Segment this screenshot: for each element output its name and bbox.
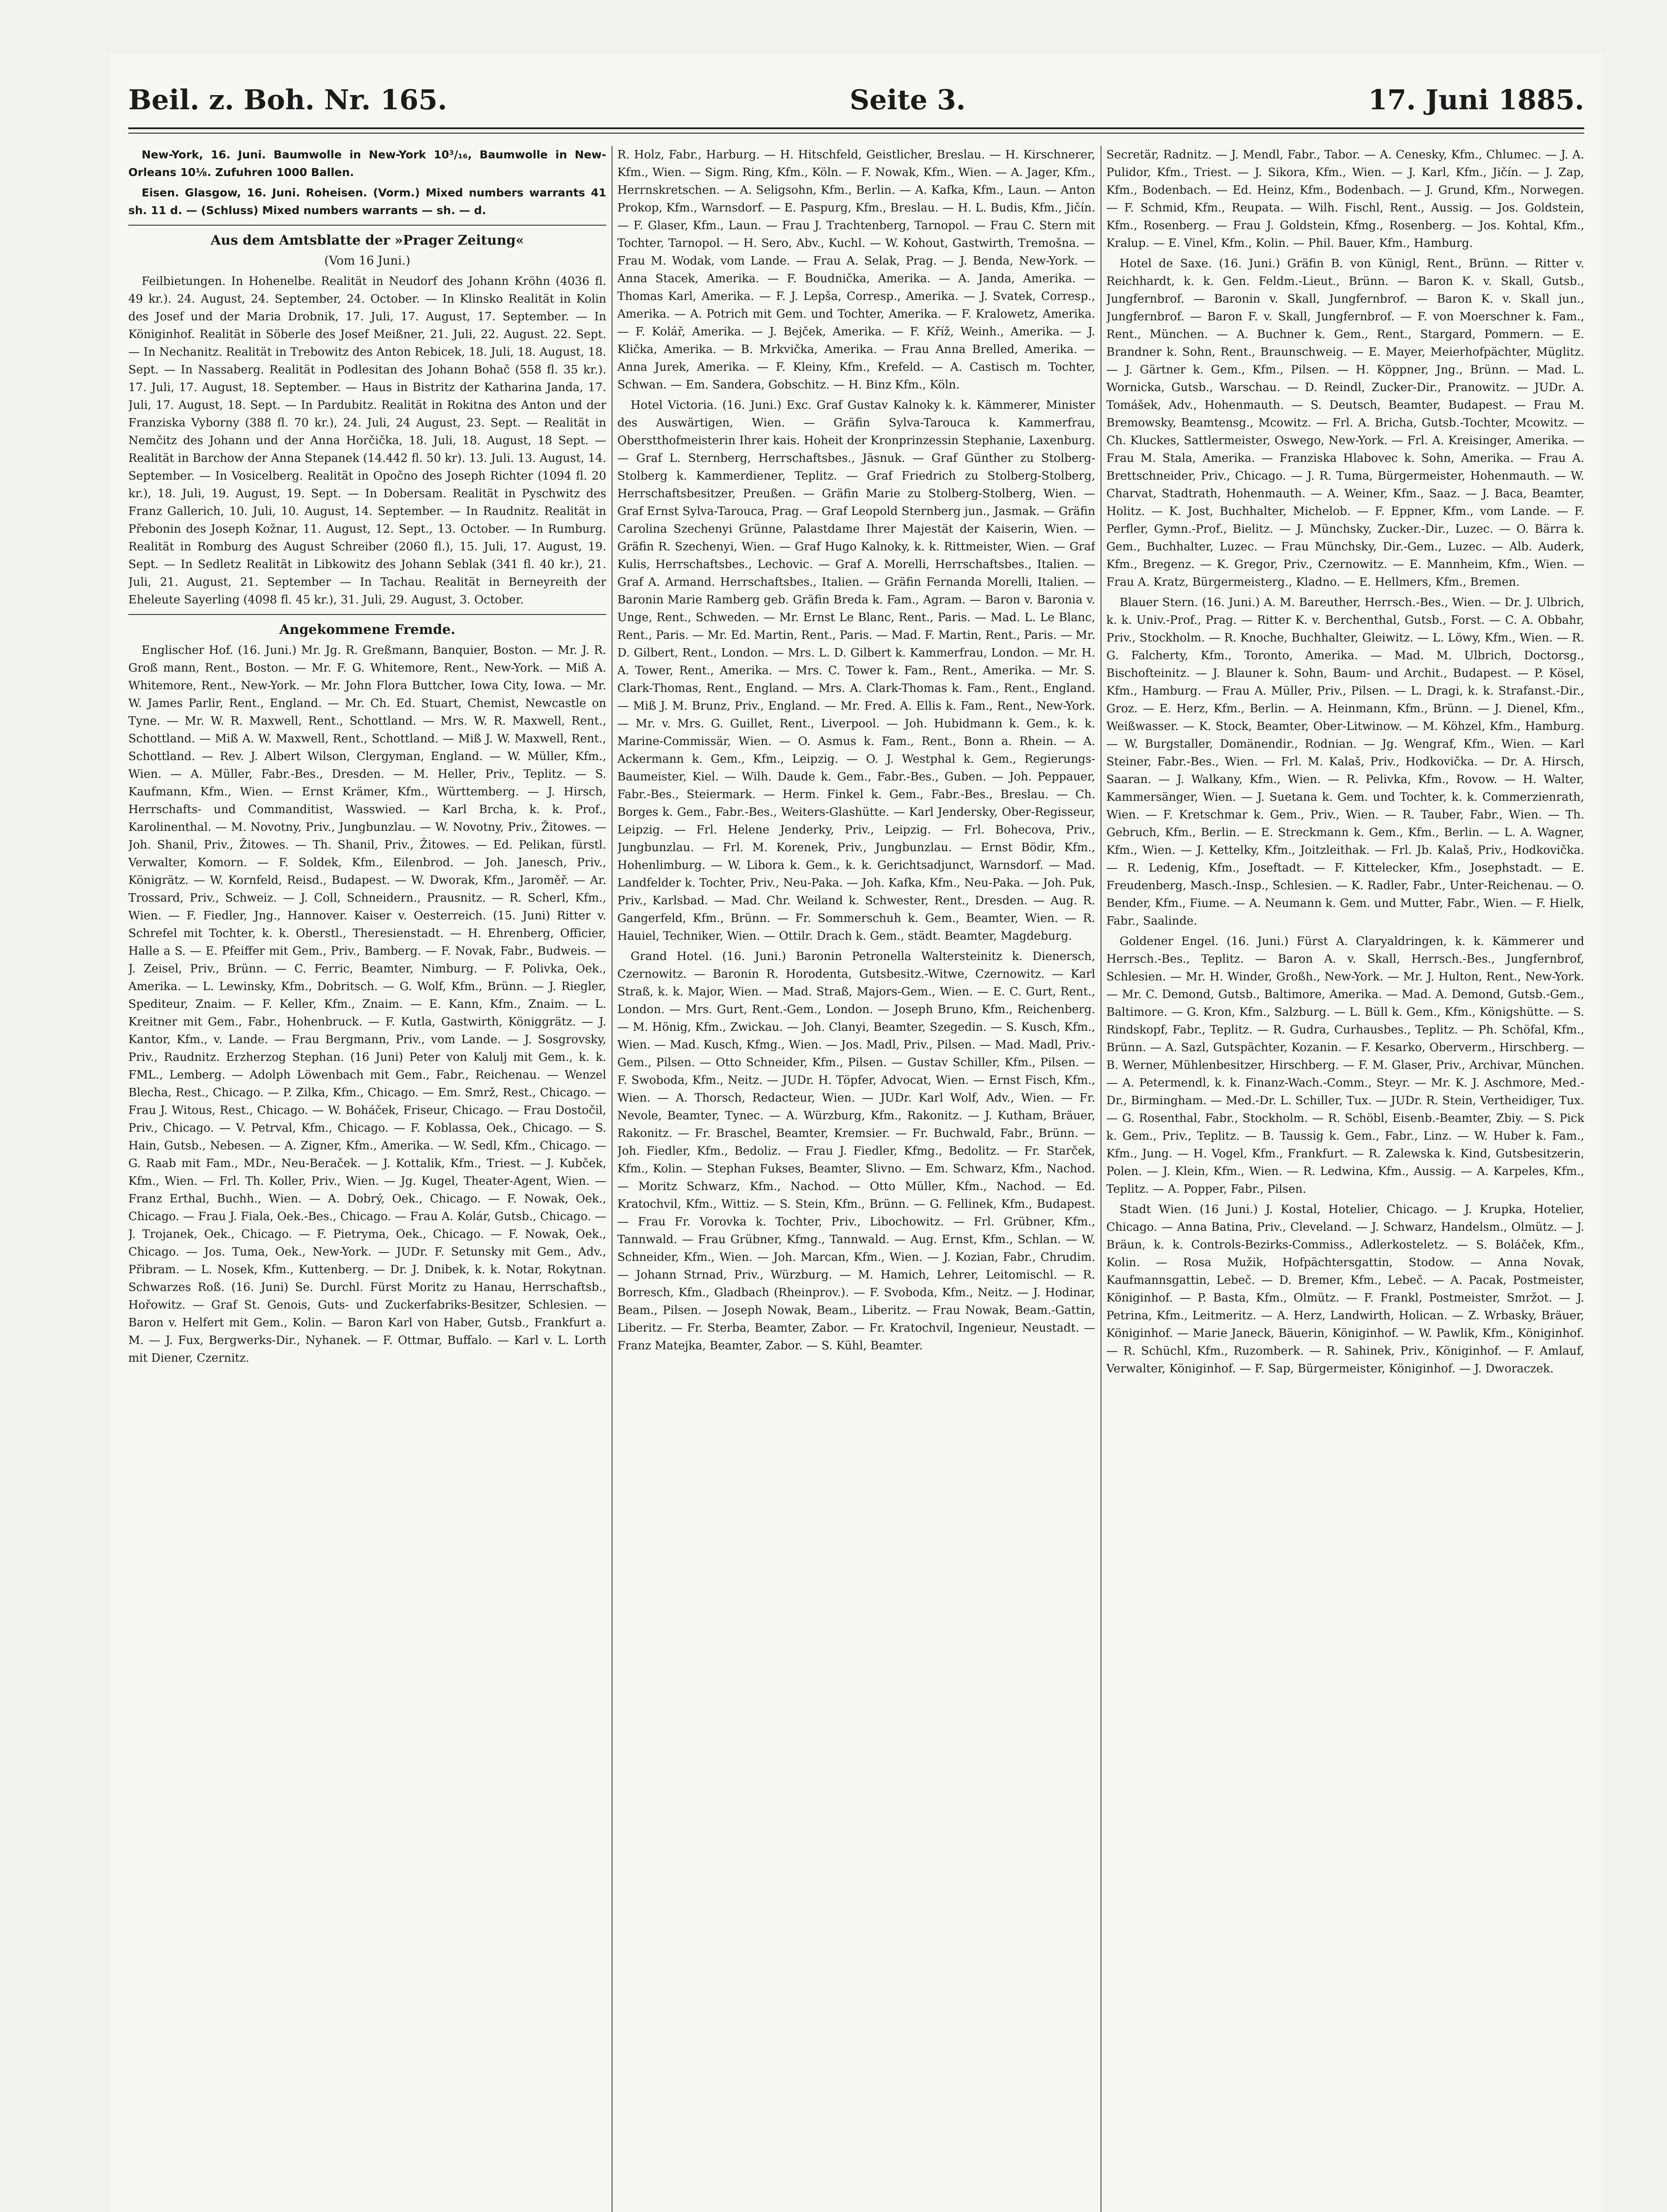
page-header [128, 75, 1584, 124]
header-date: 17. Juni 1885. [1368, 83, 1584, 116]
hotel-victoria-list: Hotel Victoria. (16. Juni.) Exc. Graf Gustav Kalnoky k. k. Kämmerer, Minister des Auswärtigen, Wien. — Gräfin Sylva-Tarouca k. Kammerfrau, Oberstthofmeisterin Ihrer kais. Hoheit der Kronprinzessin Stephanie, Laxenburg. — Graf L. Sternberg, Herrschaftsbes., Jäsnuk. — Graf Günther zu Stolberg-Stolberg k. Kammerdiener, Teplitz. — Graf Friedrich zu Stolberg-Stolberg, Herrschaftsbesitzer, Preußen. — Gräfin Marie zu Stolberg-Stolberg, Wien. — Graf Ernst Sylva-Tarouca, Prag. — Graf Leopold Sternberg jun., Jasmak. — Gräfin Carolina Szechenyi Grünne, Palastdame Ihrer Majestät der Kaiserin, Wien. — Gräfin R. Szechenyi, Wien. — Graf Hugo Kalnoky, k. k. Rittmeister, Wien. — Graf Kulis, Herrschaftsbes., Lechovic. — Graf A. Morelli, Herrschaftsbes., Italien. — Graf A. Armand. Herrschaftsbes., Italien. — Gräfin Fernanda Morelli, Italien. — Baronin Marie Ramberg geb. Gräfin Breda k. Fam., Agram. — Baron v. Baronia v. Unge, Rent., Schweden. — Mr. Ernst Le Blanc, Rent., Paris. — Mad. L. Le Blanc, Rent., Paris. — Mr. Ed. Martin, Rent., Paris. — Mad. F. Martin, Rent., Paris. — Mr. D. Gilbert, Rent., London. — Mrs. L. D. Gilbert k. Kammerfrau, London. — Mr. H. A. Tower, Rent., Amerika. — Mrs. C. Tower k. Fam., Rent., Amerika. — Mr. S. Clark-Thomas, Rent., England. — Mrs. A. Clark-Thomas k. Fam., Rent., England. — Miß J. M. Brunz, Priv., England. — Mr. Fred. A. Ellis k. Fam., Rent., New-York. — Mr. v. Mrs. G. Guillet, Rent., Liverpool. — Joh. Hubidmann k. Gem., k. k. Marine-Commissär, Wien. — O. Asmus k. Fam., Rent., Bonn a. Rhein. — A. Ackermann k. Gem., Kfm., Leipzig. — O. J. Westphal k. Gem., Regierungs-Baumeister, Kiel. — Wilh. Daude k. Gem., Fabr.-Bes., Guben. — Joh. Peppauer, Fabr.-Bes., Steiermark. — Herm. Finkel k. Gem., Fabr.-Bes., Breslau. — Ch. Borges k. Gem., Fabr.-Bes., Weiters-Glashütte. — Karl Jendersky, Ober-Regisseur, Leipzig. — Frl. Helene Jenderky, Priv., Leipzig. — Frl. Bohecova, Priv., Jungbunzlau. — Frl. M. Korenek, Priv., Jungbunzlau. — Ernst Bödir, Kfm., Hohenlimburg. — W. Libora k. Gem., k. k. Gerichtsadjunct, Warnsdorf. — Mad. Landfelder k. Tochter, Priv., Neu-Paka. — Joh. Kafka, Kfm., Neu-Paka. — Joh. Puk, Priv., Karlsbad. — Mad. Chr. Weiland k. Schwester, Rent., Dresden. — Aug. R. Gangerfeld, Kfm., Brünn. — Fr. Sommerschuh k. Gem., Beamter, Wien. — R. Hauiel, Techniker, Wien. — Ottilr. Drach k. Gem., städt. Beamter, Magdeburg. [617, 399, 1095, 943]
section-separator [128, 614, 606, 615]
header-rule-thin [128, 133, 1584, 134]
amtsblatt-date: (Vom 16 Juni.) [324, 254, 411, 268]
hotel-de-saxe-list: Hotel de Saxe. (16. Juni.) Gräfin B. von Künigl, Rent., Brünn. — Ritter v. Reichhardt, k. k. Gen. Feldm.-Lieut., Brünn. — Baron K. v. Skall, Gutsb., Jungfernbrof. — Baronin v. Skall, Jungfernbrof. — Baron K. v. Skall jun., Jungfernbrof. — Baron F. v. Skall, Jungfernbrof. — F. von Moerschner k. Fam., Rent., München. — A. Buchner k. Gem., Rent., Stargard, Pommern. — E. Brandner k. Sohn, Rent., Braunschweig. — E. Mayer, Meierhofpächter, Müglitz. — J. Gärtner k. Gem., Kfm., Pilsen. — H. Köppner, Jng., Brünn. — Mad. L. Wornicka, Gutsb., Warschau. — D. Reindl, Zucker-Dir., Pranowitz. — JUDr. A. Tomášek, Adv., Hohenmauth. — S. Deutsch, Beamter, Budapest. — Frau M. Bremowsky, Beamtensg., Mcowitz. — Frl. A. Bricha, Gutsb.-Tochter, Mcowitz. — Ch. Kluckes, Sattlermeister, Oswego, New-York. — Frl. A. Kreisinger, Amerika. — Frau M. Stala, Amerika. — Franziska Hlabovec k. Sohn, Amerika. — Frau A. Brettschneider, Priv., Chicago. — J. R. Tuma, Bürgermeister, Hohenmauth. — W. Charvat, Stadtrath, Hohenmauth. — A. Weiner, Kfm., Saaz. — J. Baca, Beamter, Holitz. — K. Jost, Buchhalter, Michelob. — F. Eppner, Kfm., vom Lande. — F. Perfler, Gymn.-Prof., Bielitz. — J. Münchsky, Zucker.-Dir., Luzec. — O. Bärra k. Gem., Buchhalter, Luzec. — Frau Münchsky, Dir.-Gem., Luzec. — Alb. Auderk, Kfm., Bregenz. — K. Gregor, Priv., Czernowitz. — E. Mannheim, Kfm., Wien. — Frau A. Kratz, Bürgermeisterg., Kladno. — E. Hellmers, Kfm., Bremen. [1106, 257, 1584, 589]
column-3 [1106, 146, 1584, 2212]
blauer-stern-list: Blauer Stern. (16. Juni.) A. M. Bareuther, Herrsch.-Bes., Wien. — Dr. J. Ulbrich, k. k. Univ.-Prof., Prag. — Ritter K. v. Berchenthal, Gutsb., Forst. — C. A. Obbahr, Priv., Stockholm. — R. Knoche, Buchhalter, Gleiwitz. — L. Löwy, Kfm., Wien. — R. G. Falcherty, Kfm., Toronto, Amerika. — Mad. M. Ulbrich, Doctorsg., Bischofteinitz. — J. Blauner k. Sohn, Baum- und Archit., Budapest. — P. Kösel, Kfm., Hamburg. — Frau A. Müller, Priv., Pilsen. — L. Dragi, k. k. Strafanst.-Dir., Groz. — E. Herz, Kfm., Berlin. — A. Heinmann, Kfm., Brünn. — J. Dienel, Kfm., Weißwasser. — K. Stock, Beamter, Ober-Litwinow. — M. Köhzel, Kfm., Hamburg. — W. Burgstaller, Domänendir., Rodnian. — Jg. Wengraf, Kfm., Wien. — Karl Steiner, Fabr.-Bes., Wien. — Frl. M. Kalaš, Priv., Hodkovička. — Dr. A. Hirsch, Saaran. — J. Walkany, Kfm., Wien. — R. Pelivka, Kfm., Rovow. — H. Walter, Kammersänger, Wien. — J. Suetana k. Gem. und Tochter, k. k. Commerzienrath, Wien. — F. Kretschmar k. Gem., Priv., Wien. — R. Tauber, Fabr., Wien. — Th. Gebruch, Kfm., Berlin. — E. Streckmann k. Gem., Kfm., Berlin. — L. A. Wagner, Kfm., Wien. — J. Kettelky, Kfm., Joitzleithak. — Frl. Jb. Kalaš, Priv., Hodkovička. — R. Ledenig, Kfm., Joseftadt. — F. Kittelecker, Kfm., Josephstadt. — E. Freudenberg, Masch.-Insp., Schlesien. — K. Radler, Fabr., Unter-Reichenau. — O. Bender, Kfm., Fiume. — A. Neumann k. Gem. und Mutter, Fabr., Wien. — F. Hielk, Fabr., Saalinde. [1106, 596, 1584, 928]
newspaper-page [111, 53, 1602, 2212]
feilbietungen-text: Feilbietungen. In Hohenelbe. Realität in Neudorf des Johann Kröhn (4036 fl. 49 kr.). 24. August, 24. September, 24. October. — In Klinsko Realität in Kolin des Josef und der Maria Drobnik, 17. Juli, 17. August, 17. September. — In Königinhof. Realität in Söberle des Josef Meißner, 21. Juli, 22. August. 22. Sept. — In Nechanitz. Realität in Trebowitz des Anton Rebicek, 18. Juli, 18. August, 18. Sept. — In Nassaberg. Realität in Podlesitan des Johann Bohač (558 fl. 35 kr.). 17. Juli, 17. August, 18. September. — Haus in Bistritz der Katharina Janda, 17. Juli, 17. August, 18. Sept. — In Pardubitz. Realität in Rokitna des Anton und der Franziska Vyborny (388 fl. 70 kr.), 24. Juli, 24 August, 23. Sept. — Realität in Nemčitz des Johann und der Anna Horčička, 18. Juli, 18. August, 18 Sept. — Realität in Barchow der Anna Stepanek (14.442 fl. 50 kr). 13. Juli. 13. August, 14. September. — In Vosicelberg. Realität in Opočno des Joseph Richter (1094 fl. 20 kr.), 18. Juli, 19. August, 19. Sept. — In Dobersam. Realität in Pyschwitz des Franz Gallerich, 10. Juli, 10. August, 14. September. — In Raudnitz. Realität in Přebonin des Joseph Kožnar, 11. August, 12. Sept., 13. October. — In Rumburg. Realität in Romburg des August Schreiber (2060 fl.), 15. Juli, 17. August, 19. Sept. — In Sedletz Realität in Libkowitz des Johann Seblak (341 fl. 40 kr.), 21. Juli, 21. August, 21. September — In Tachau. Realität in Berneyreith der Eheleute Sayerling (4098 fl. 45 kr.), 31. Juli, 29. August, 3. October. [128, 275, 606, 607]
guest-list-continued: Secretär, Radnitz. — J. Mendl, Fabr., Tabor. — A. Cenesky, Kfm., Chlumec. — J. A. Pulidor, Kfm., Triest. — J. Sikora, Kfm., Wien. — J. Karl, Kfm., Jičín. — J. Zap, Kfm., Bodenbach. — Ed. Heinz, Kfm., Bodenbach. — J. Grund, Kfm., Norwegen. — F. Schmid, Kfm., Reupata. — Wilh. Fischl, Rent., Aussig. — Jos. Goldstein, Kfm., Rosenberg. — Frau J. Goldstein, Kfmg., Rosenberg. — Jos. Kohtal, Kfm., Kralup. — E. Vinel, Kfm., Kolin. — Phil. Bauer, Kfm., Hamburg. [1106, 148, 1584, 250]
header-page-number: Seite 3. [849, 83, 966, 116]
stadt-wien-list: Stadt Wien. (16 Juni.) J. Kostal, Hotelier, Chicago. — J. Krupka, Hotelier, Chicago. — Anna Batina, Priv., Cleveland. — J. Schwarz, Handelsm., Olmütz. — J. Bräun, k. k. Controls-Bezirks-Commiss., Adlerkosteletz. — S. Boláček, Kfm., Kolin. — Rosa Mužik, Hofpächtersgattin, Stodow. — Anna Novak, Kaufmannsgattin, Lebeč. — D. Bremer, Kfm., Lebeč. — A. Pacak, Postmeister, Königinhof. — P. Basta, Kfm., Olmütz. — F. Frankl, Postmeister, Smržot. — J. Petrina, Kfm., Leitmeritz. — A. Herz, Landwirth, Holican. — Z. Wrbasky, Bräuer, Königinhof. — Marie Janeck, Bäuerin, Königinhof. — W. Pawlik, Kfm., Königinhof. — R. Schüchl, Kfm., Ruzomberk. — R. Sahinek, Priv., Königinhof. — F. Amlauf, Verwalter, Königinhof. — F. Sap, Bürgermeister, Königinhof. — J. Dworaczek. [1106, 1203, 1584, 1375]
amtsblatt-heading: Aus dem Amtsblatte der »Prager Zeitung« [210, 233, 524, 248]
market-report-newyork: New-York, 16. Juni. Baumwolle in New-York 10³/₁₆, Baumwolle in New-Orleans 10⅛. Zufuhren 1000 Ballen. [128, 148, 606, 179]
header-issue: Beil. z. Boh. Nr. 165. [128, 83, 447, 116]
section-separator [128, 225, 606, 226]
column-2 [617, 146, 1095, 2212]
header-rule [128, 127, 1584, 129]
column-1 [128, 146, 606, 2212]
fremde-list: Englischer Hof. (16. Juni.) Mr. Jg. R. Greßmann, Banquier, Boston. — Mr. J. R. Groß mann, Rent., Boston. — Mr. F. G. Whitemore, Rent., New-York. — Miß A. Whitemore, Rent., New-York. — Mr. John Flora Buttcher, Iowa City, Iowa. — Mr. W. James Parlir, Rent., England. — Mr. Ch. Ed. Stuart, Chemist, Newcastle on Tyne. — Mr. W. R. Maxwell, Rent., Schottland. — Mrs. W. R. Maxwell, Rent., Schottland. — Miß A. W. Maxwell, Rent., Schottland. — Miß J. W. Maxwell, Rent., Schottland. — Rev. J. Albert Wilson, Clergyman, England. — W. Müller, Kfm., Wien. — A. Müller, Fabr.-Bes., Dresden. — M. Heller, Priv., Teplitz. — S. Kaufmann, Kfm., Wien. — Ernst Krämer, Kfm., Württemberg. — J. Hirsch, Herrschafts- und Commanditist, Wasswied. — Karl Brcha, k. k. Prof., Karolinenthal. — M. Novotny, Priv., Jungbunzlau. — W. Novotny, Priv., Žitowes. — Joh. Shanil, Priv., Žitowes. — Th. Shanil, Priv., Žitowes. — Ed. Pelikan, fürstl. Verwalter, Komorn. — F. Soldek, Kfm., Eilenbrod. — Joh. Janesch, Priv., Königrätz. — W. Kornfeld, Reisd., Budapest. — W. Dworak, Kfm., Jaroměř. — Ar. Trossard, Priv., Schweiz. — J. Coll, Schneidern., Prausnitz. — R. Scherl, Kfm., Wien. — F. Fiedler, Jng., Hannover. Kaiser v. Oesterreich. (15. Juni) Ritter v. Schrefel mit Tochter, k. k. Oberstl., Theresienstadt. — H. Ehrenberg, Officier, Halle a S. — E. Pfeiffer mit Gem., Priv., Bamberg. — F. Novak, Fabr., Budweis. — J. Zeisel, Priv., Brünn. — C. Ferric, Beamter, Nimburg. — F. Polivka, Oek., Amerika. — L. Lewinsky, Kfm., Dobritsch. — G. Wolf, Kfm., Brünn. — J. Riegler, Spediteur, Znaim. — F. Keller, Kfm., Znaim. — E. Kann, Kfm., Znaim. — L. Kreitner mit Gem., Fabr., Hohenbruck. — F. Kutla, Gastwirth, Königgrätz. — J. Kantor, Kfm., v. Lande. — Frau Bergmann, Priv., vom Lande. — J. Sosgrovsky, Priv., Raudnitz. Erzherzog Stephan. (16 Juni) Peter von Kalulj mit Gem., k. k. FML., Lemberg. — Adolph Löwenbach mit Gem., Fabr., Reichenau. — Wenzel Blecha, Rest., Chicago. — P. Zilka, Kfm., Chicago. — Em. Smrž, Rest., Chicago. — Frau J. Witous, Rest., Chicago. — W. Boháček, Friseur, Chicago. — Frau Dostočil, Priv., Chicago. — V. Petrval, Kfm., Chicago. — F. Koblassa, Oek., Chicago. — S. Hain, Gutsb., Nebesen. — A. Zigner, Kfm., Amerika. — W. Sedl, Kfm., Chicago. — G. Raab mit Fam., MDr., Neu-Beraček. — J. Kottalik, Kfm., Triest. — J. Kubček, Kfm., Wien. — Frl. Th. Koller, Priv., Wien. — Jg. Kugel, Theater-Agent, Wien. — Franz Erthal, Buchh., Wien. — A. Dobrý, Oek., Chicago. — F. Nowak, Oek., Chicago. — Frau J. Fiala, Oek.-Bes., Chicago. — Frau A. Kolár, Gutsb., Chicago. — J. Trojanek, Oek., Chicago. — F. Pietryma, Oek., Chicago. — F. Nowak, Oek., Chicago. — Jos. Tuma, Oek., New-York. — JUDr. F. Setunsky mit Gem., Adv., Přibram. — L. Nosek, Kfm., Kuttenberg. — Dr. J. Dnibek, k. k. Notar, Rokytnan. Schwarzes Roß. (16. Juni) Se. Durchl. Fürst Moritz zu Hanau, Herrschaftsb., Hořowitz. — Graf St. Genois, Guts- und Zuckerfabriks-Besitzer, Schlesien. — Baron v. Helfert mit Gem., Kolin. — Baron Karl von Haber, Gutsb., Frankfurt a. M. — J. Fux, Bergwerks-Dir., Nyhanek. — F. Ottmar, Buffalo. — Karl v. L. Lorth mit Diener, Czernitz. [128, 644, 606, 1365]
fremde-heading: Angekommene Fremde. [279, 622, 455, 637]
market-report-glasgow: Eisen. Glasgow, 16. Juni. Roheisen. (Vorm.) Mixed numbers warrants 41 sh. 11 d. — (Schluss) Mixed numbers warrants — sh. — d. [128, 186, 606, 217]
guest-list-continued: R. Holz, Fabr., Harburg. — H. Hitschfeld, Geistlicher, Breslau. — H. Kirschnerer, Kfm., Wien. — Sigm. Ring, Kfm., Köln. — F. Nowak, Kfm., Wien. — A. Jager, Kfm., Herrnskretschen. — A. Seligsohn, Kfm., Berlin. — A. Kafka, Kfm., Laun. — Anton Prokop, Kfm., Warnsdorf. — E. Paspurg, Kfm., Breslau. — H. L. Budis, Kfm., Jičín. — F. Glaser, Kfm., Laun. — Frau J. Trachtenberg, Tarnopol. — Frau C. Stern mit Tochter, Tarnopol. — H. Sero, Abv., Kuchl. — W. Kohout, Gastwirth, Tremošna. — Frau M. Wodak, vom Lande. — Frau A. Selak, Prag. — J. Benda, New-York. — Anna Stacek, Amerika. — F. Boudnička, Amerika. — A. Janda, Amerika. — Thomas Karl, Amerika. — F. J. Lepša, Corresp., Amerika. — J. Svatek, Corresp., Amerika. — A. Potrich mit Gem. und Tochter, Amerika. — F. Kralowetz, Amerika. — F. Kolář, Amerika. — J. Bejček, Amerika. — F. Kříž, Weinh., Amerika. — J. Klička, Amerika. — B. Mrkvička, Amerika. — Frau Anna Brelled, Amerika. — Anna Jurek, Amerika. — F. Kleiny, Kfm., Krefeld. — A. Castisch m. Tochter, Schwan. — Em. Sandera, Gobschitz. — H. Binz Kfm., Köln. [617, 148, 1095, 392]
grand-hotel-list: Grand Hotel. (16. Juni.) Baronin Petronella Waltersteinitz k. Dienersch, Czernowitz. — Baronin R. Horodenta, Gutsbesitz.-Witwe, Czernowitz. — Karl Straß, k. k. Major, Wien. — Mad. Straß, Majors-Gem., Wien. — E. C. Gurt, Rent., London. — Mrs. Gurt, Rent.-Gem., London. — Joseph Bruno, Kfm., Reichenberg. — M. Hönig, Kfm., Zwickau. — Joh. Clanyi, Beamter, Szegedin. — S. Kusch, Kfm., Wien. — Mad. Kusch, Kfmg., Wien. — Jos. Madl, Priv., Pilsen. — Mad. Madl, Priv.-Gem., Pilsen. — Otto Schneider, Kfm., Pilsen. — Gustav Schiller, Kfm., Pilsen. — F. Swoboda, Kfm., Neitz. — JUDr. H. Töpfer, Advocat, Wien. — Ernst Fisch, Kfm., Wien. — A. Thorsch, Redacteur, Wien. — JUDr. Karl Wolf, Adv., Wien. — Fr. Nevole, Beamter, Tynec. — A. Würzburg, Kfm., Rakonitz. — J. Kutham, Bräuer, Rakonitz. — Fr. Braschel, Beamter, Kremsier. — Fr. Buchwald, Fabr., Brünn. — Joh. Fiedler, Kfm., Bedoliz. — Frau J. Fiedler, Kfmg., Bedolitz. — Fr. Starček, Kfm., Kolin. — Stephan Fukses, Beamter, Slivno. — Em. Schwarz, Kfm., Nachod. — Moritz Schwarz, Kfm., Nachod. — Otto Müller, Kfm., Nachod. — Ed. Kratochvil, Kfm., Wittiz. — S. Stein, Kfm., Brünn. — G. Fellinek, Kfm., Budapest. — Frau Fr. Vorovka k. Tochter, Priv., Libochowitz. — Frl. Grübner, Kfm., Tannwald. — Frau Grübner, Kfmg., Tannwald. — Aug. Ernst, Kfm., Schlan. — W. Schneider, Kfm., Wien. — Joh. Marcan, Kfm., Wien. — J. Kozian, Fabr., Chrudim. — Johann Strnad, Priv., Würzburg. — M. Hamich, Lehrer, Leitomischl. — R. Borresch, Kfm., Gladbach (Rheinprov.). — F. Svoboda, Kfm., Neitz. — J. Hodinar, Beam., Pilsen. — Joseph Nowak, Beam., Liberitz. — Frau Nowak, Beam.-Gattin, Liberitz. — Fr. Sterba, Beamter, Zabor. — Fr. Kratochvil, Ingenieur, Neustadt. — Franz Matejka, Beamter, Zabor. — S. Kühl, Beamter. [617, 950, 1095, 1352]
goldener-engel-list: Goldener Engel. (16. Juni.) Fürst A. Claryaldringen, k. k. Kämmerer und Herrsch.-Bes., Teplitz. — Baron A. v. Skall, Herrsch.-Bes., Jungfernbrof, Schlesien. — Mr. H. Winder, Großh., New-York. — Mr. J. Hulton, Rent., New-York. — Mr. C. Demond, Gutsb., Baltimore, Amerika. — Mad. A. Demond, Gutsb.-Gem., Baltimore. — G. Kron, Kfm., Salzburg. — L. Büll k. Gem., Kfm., Königshütte. — S. Rindskopf, Fabr., Teplitz. — R. Gudra, Curhausbes., Teplitz. — Ph. Schöfal, Kfm., Brünn. — A. Sazl, Gutspächter, Kozanin. — F. Kesarko, Oberverm., Hirschberg. — B. Werner, Mühlenbesitzer, Hirschberg. — F. M. Glaser, Priv., Archivar, München. — A. Petermendl, k. k. Finanz-Wach.-Comm., Steyr. — Mr. K. J. Aschmore, Med.-Dr., Birmingham. — Med.-Dr. L. Schiller, Tux. — JUDr. R. Stein, Vertheidiger, Tux. — G. Rosenthal, Fabr., Stockholm. — R. Schöbl, Eisenb.-Beamter, Zbiy. — S. Pick k. Gem., Priv., Teplitz. — B. Taussig k. Gem., Fabr., Linz. — W. Huber k. Fam., Kfm., Jung. — H. Vogel, Kfm., Frankfurt. — R. Zalewska k. Kind, Gutsbesitzerin, Polen. — J. Klein, Kfm., Wien. — R. Ledwina, Kfm., Aussig. — A. Karpeles, Kfm., Teplitz. — A. Popper, Fabr., Pilsen. [1106, 935, 1584, 1196]
